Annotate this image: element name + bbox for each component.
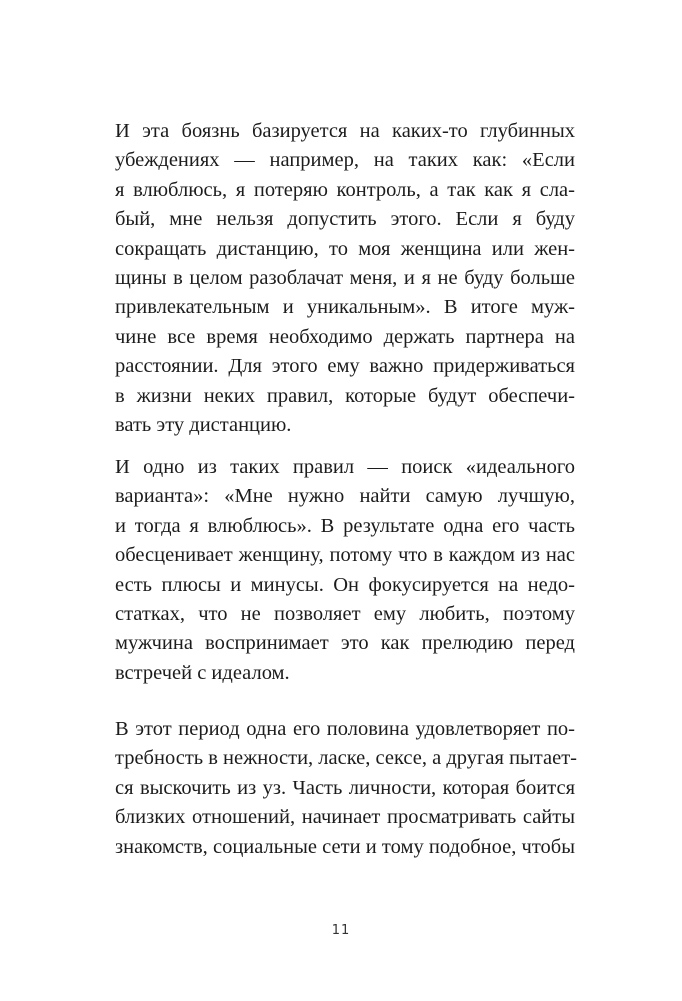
text-line: убеждениях — например, на таких как: «Если xyxy=(115,149,575,172)
text-line: ся выскочить из уз. Часть личности, которая боится xyxy=(115,776,575,799)
page-number: 11 xyxy=(331,923,351,938)
text-line: вать эту дистанцию. xyxy=(115,413,292,436)
paragraph-3 xyxy=(115,715,578,862)
paragraph-1 xyxy=(115,117,575,440)
text-line: варианта»: «Мне нужно найти самую лучшую, xyxy=(115,485,575,508)
text-line: сокращать дистанцию, то моя женщина или жен- xyxy=(115,237,575,260)
text-line: близких отношений, начинает просматривать сайты xyxy=(115,806,575,829)
text-line: расстоянии. Для этого ему важно придерживаться xyxy=(115,355,575,378)
text-line: встречей с идеалом. xyxy=(115,661,290,684)
paragraph-2 xyxy=(115,453,575,688)
text-line: есть плюсы и минусы. Он фокусируется на недо- xyxy=(115,573,575,596)
text-line: требность в нежности, ласке, сексе, а другая пытает- xyxy=(115,747,578,770)
text-line: чине все время необходимо держать партнера на xyxy=(115,325,575,348)
text-line: бый, мне нельзя допустить этого. Если я буду xyxy=(115,208,575,231)
text-line: я влюблюсь, я потеряю контроль, а так как я сла- xyxy=(115,178,575,201)
text-line: и тогда я влюблюсь». В результате одна его часть xyxy=(115,514,575,537)
text-line: обесценивает женщину, потому что в каждом из нас xyxy=(115,544,575,567)
text-line: мужчина воспринимает это как прелюдию перед xyxy=(115,632,575,655)
text-line: привлекательным и уникальным». В итоге муж- xyxy=(115,296,575,319)
text-line: в жизни неких правил, которые будут обеспечи- xyxy=(115,384,575,407)
text-line: щины в целом разоблачат меня, и я не буду больше xyxy=(115,266,575,289)
text-line: знакомств, социальные сети и тому подобное, чтобы xyxy=(115,835,575,858)
text-line: статках, что не позволяет ему любить, поэтому xyxy=(115,602,575,625)
text-line: И эта боязнь базируется на каких-то глубинных xyxy=(115,120,575,142)
text-line: И одно из таких правил — поиск «идеального xyxy=(115,456,575,478)
text-line: В этот период одна его половина удовлетворяет по- xyxy=(115,718,575,740)
